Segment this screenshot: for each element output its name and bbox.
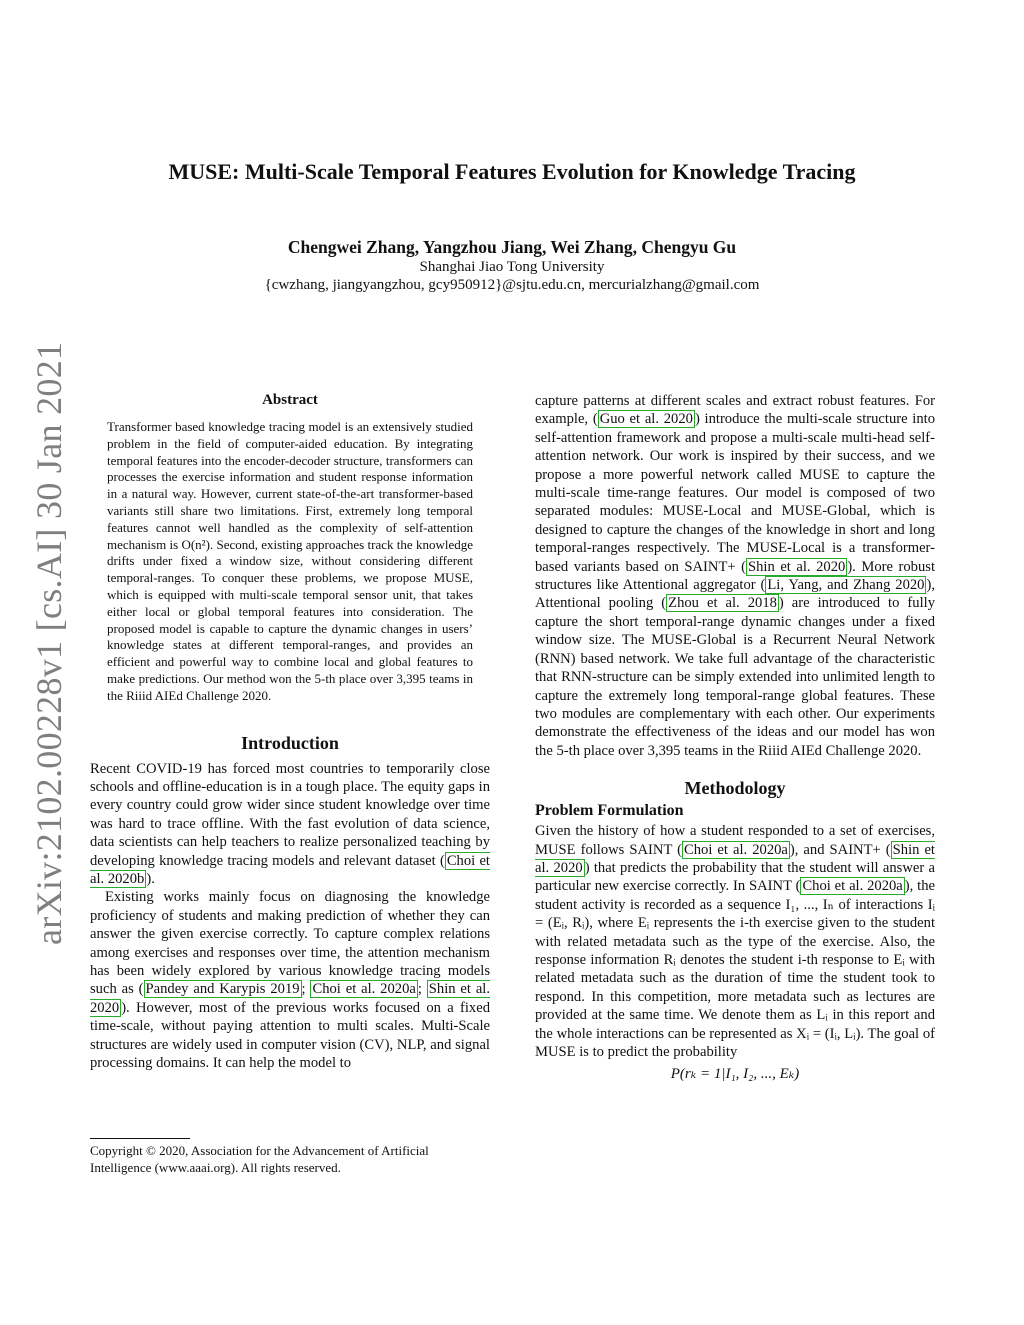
right-p1-e: ) are introduced to fully capture the short temporal-range dynamic changes under a fixed window size. The MUSE-Global is a Recurrent Neural Network (RNN) based network. We take full advantage of the characteristic that RNN-structure can be simply extended into unlimited length to capture the extremely long temporal-range global features. These two modules are complementary with each other. Our experiments demonstrate the effectiveness of the ideas and our model has won the 5-th place over 3,395 teams in the Riiid AIEd Challenge 2020. — [535, 595, 935, 759]
citation-link[interactable]: Choi et al. 2020a — [684, 841, 788, 858]
intro-p1-text: Recent COVID-19 has forced most countries to temporarily close schools and offline-education is in a tough place. The equity gaps in every country could grow wider since student knowledge over time was hard to trace offline. With the fast evolution of data science, data scientists can help teachers to realize personalized teaching by developing knowledge tracing models and relevant dataset ( — [90, 760, 490, 869]
right-column — [535, 392, 935, 1083]
right-p1-d: ), Attentional pooling ( — [535, 577, 935, 612]
citation-separator: ; — [301, 981, 311, 998]
methodology-heading: Methodology — [684, 778, 786, 799]
introduction-heading: Introduction — [241, 732, 339, 753]
right-paragraph-2 — [535, 822, 935, 1061]
right-p1-a: capture patterns at different scales and extract robust features. For example, ( — [535, 393, 935, 428]
citation-link[interactable]: Shin et al. 2020 — [535, 841, 935, 876]
footnote-rule — [90, 1138, 190, 1139]
author-list: Chengwei Zhang, Yangzhou Jiang, Wei Zhang, Chengyu Gu — [287, 237, 737, 257]
right-p1-c: ). More robust structures like Attentional aggregator ( — [535, 558, 935, 594]
affiliation: Shanghai Jiao Tong University — [419, 259, 605, 275]
intro-p2-text: Existing works mainly focus on diagnosing the knowledge proficiency of students and making prediction of whether they can answer the given exercise correctly. To capture complex relations among exercises and responses over time, the attention mechanism has been widely explored by various knowledge tracing models such as ( — [90, 889, 490, 998]
citation-link[interactable]: Zhou et al. 2018 — [668, 595, 777, 612]
citation-separator: ; — [417, 981, 427, 998]
abstract-heading: Abstract — [262, 392, 318, 408]
citation-link[interactable]: Shin et al. 2020 — [748, 558, 846, 575]
citation-link[interactable]: Guo et al. 2020 — [599, 411, 693, 428]
intro-p2-tail: ). However, most of the previous works focused on a fixed time-scale, without paying attention to multi scales. Multi-Scale structures are widely used in computer vision (CV), NLP, and signal processing domains. It can help the model to — [90, 999, 490, 1072]
right-p1-b: ) introduce the multi-scale structure into self-attention framework and propose a multi-scale multi-head self-attention network. Our work is inspired by their success, and we propose a more powerful network called MUSE to capture the multi-scale time-range features. Our model is composed of two separated modules: MUSE-Local and MUSE-Global, which is designed to capture the changes of the knowledge in short and long temporal-ranges respectively. The MUSE-Local is a transformer-based variants based on SAINT+ ( — [535, 411, 936, 575]
author-emails: {cwzhang, jiangyangzhou, gcy950912}@sjtu.edu.cn, mercurialzhang@gmail.com — [264, 277, 760, 293]
problem-formulation-heading: Problem Formulation — [535, 802, 684, 820]
citation-link[interactable]: Choi et al. 2020b — [90, 852, 490, 887]
left-column — [90, 392, 490, 1072]
abstract-text: Transformer based knowledge tracing model is an extensively studied problem in the field of computer-aided education. By integrating temporal features into the encoder-decoder structure, transformers can processes the exercise information and student response information in a natural way. However, current state-of-the-art transformer-based variants still share two limitations. First, extremely long temporal features cannot well handled as the complexity of self-attention mechanism is O(n²). Second, existing approaches track the knowledge drifts under fixed a window size, without considering different temporal-ranges. To conquer these problems, we propose MUSE, which is equipped with multi-scale temporal sensor unit, that takes either local or global temporal features into consideration. The proposed model is capable to capture the dynamic changes in users’ knowledge states at different temporal-ranges, and provides an efficient and powerful way to combine local and global features to make predictions. Our method won the 5-th place over 3,395 teams in the Riiid AIEd Challenge 2020. — [107, 419, 473, 703]
right-p2-b: ), and SAINT+ ( — [789, 841, 891, 858]
right-p2-c: ) that predicts the probability that the student will answer a particular new exercise correctly. In SAINT ( — [535, 859, 935, 895]
arxiv-identifier: arXiv:2102.00228v1 [cs.AI] 30 Jan 2021 — [29, 341, 69, 945]
citation-link[interactable]: Choi et al. 2020a — [802, 878, 903, 895]
intro-p1-tail: ). — [146, 870, 155, 887]
right-p2-a: Given the history of how a student responded to a set of exercises, MUSE follows SAINT ( — [535, 823, 935, 858]
copyright-footnote: Copyright © 2020, Association for the Advancement of Artificial Intelligence (www.aaai.org). All rights reserved. — [90, 1143, 429, 1175]
citation-link[interactable]: Pandey and Karypis 2019 — [145, 981, 300, 998]
probability-formula: P(rₖ = 1|I₁, I₂, ..., Eₖ) — [670, 1066, 800, 1083]
citation-link[interactable]: Shin et al. 2020 — [90, 981, 491, 1016]
citation-link[interactable]: Li, Yang, and Zhang 2020 — [767, 577, 925, 594]
introduction-paragraph-2 — [90, 888, 490, 1072]
right-paragraph-1 — [535, 392, 935, 760]
citation-link[interactable]: Choi et al. 2020a — [312, 981, 416, 998]
introduction-paragraph-1 — [90, 760, 490, 889]
paper-title: MUSE: Multi-Scale Temporal Features Evolution for Knowledge Tracing — [168, 159, 856, 184]
right-p2-d: ), the student activity is recorded as a sequence I₁, ..., Iₙ of interactions Iᵢ = (Eᵢ, Rᵢ), where Eᵢ represents the i-th exercise given to the student with related metadata such as the type of the exercise. Also, the response information Rᵢ denotes the student i-th response to Eᵢ with related metadata such as the duration of time the student took to respond. In this competition, more metadata such as lectures are provided at the same time. We denote them as Lᵢ in this report and the whole interactions can be represented as Xᵢ = (Iᵢ, Lᵢ). The goal of MUSE is to predict the probability — [535, 878, 935, 1060]
